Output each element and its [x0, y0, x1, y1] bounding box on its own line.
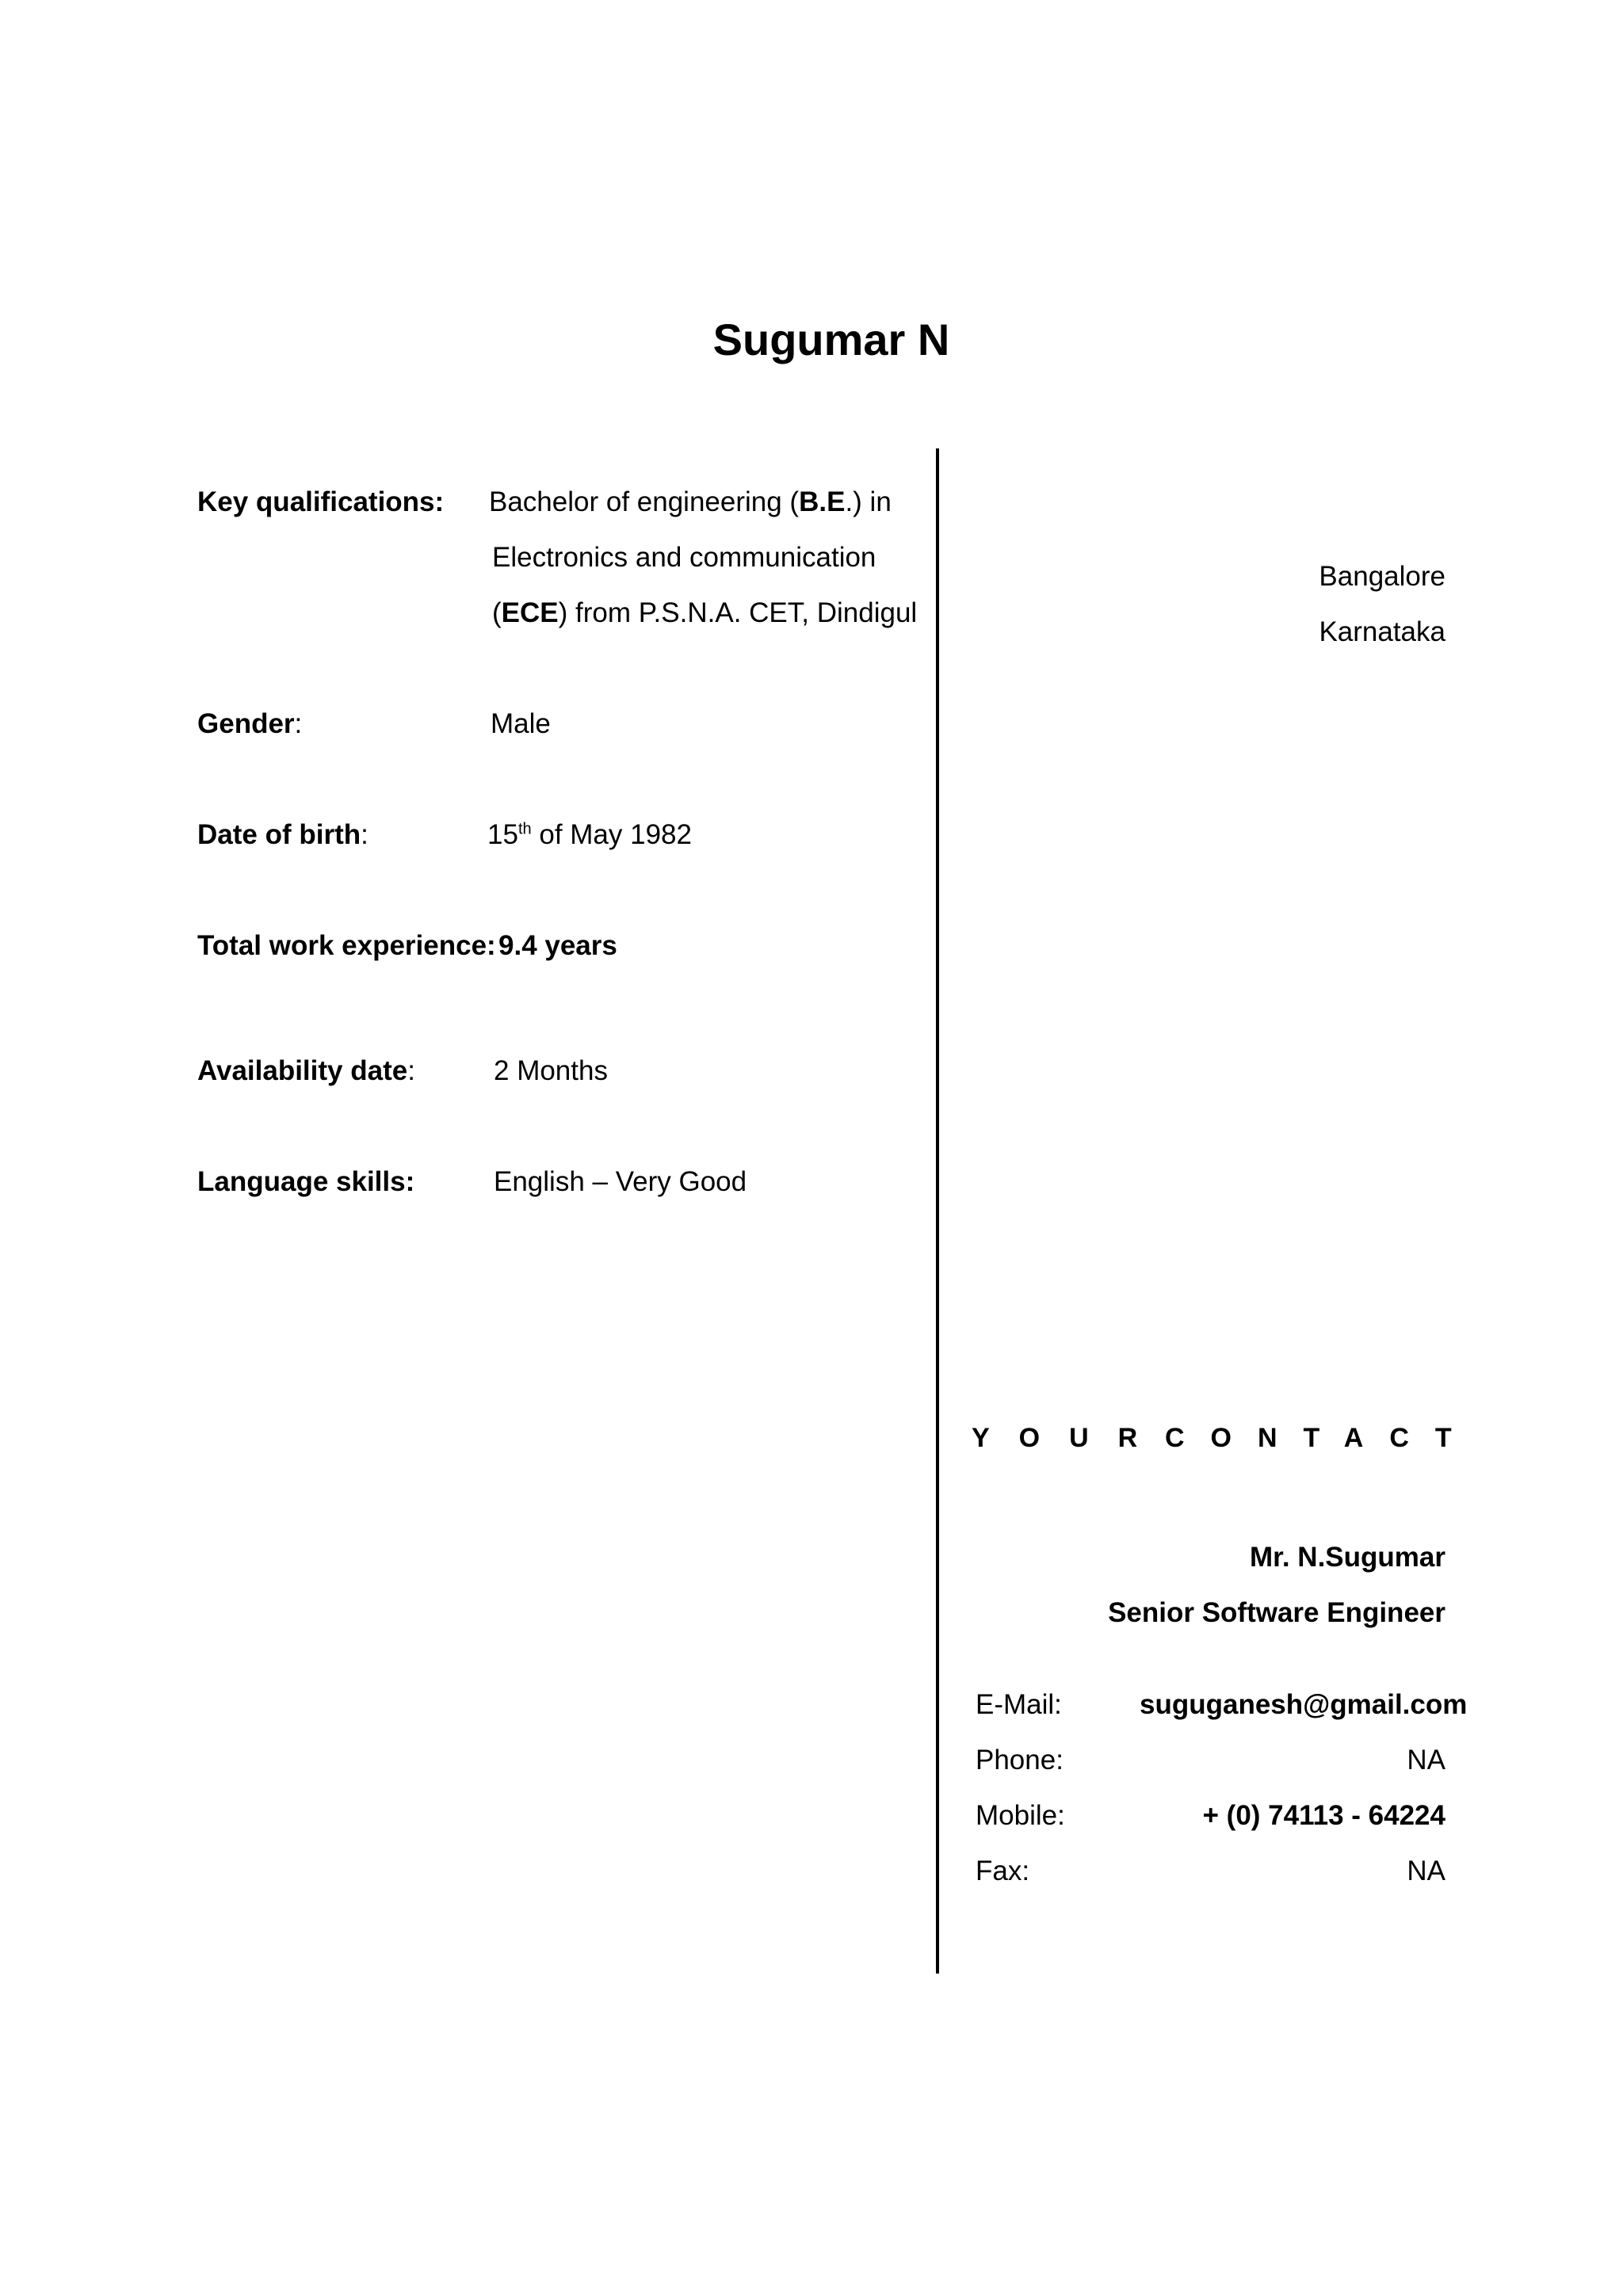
- language-label: Language skills:: [197, 1166, 415, 1197]
- gender-label: Gender:: [197, 708, 303, 739]
- key-qualifications-label: Key qualifications:: [197, 486, 445, 517]
- fax-label: Fax:: [976, 1855, 1030, 1886]
- phone-value: NA: [1407, 1745, 1445, 1775]
- location-city: Bangalore: [1319, 561, 1445, 592]
- column-divider: [936, 448, 939, 1974]
- dob-label: Date of birth:: [197, 819, 369, 850]
- contact-role: Senior Software Engineer: [1108, 1597, 1445, 1628]
- gender-value: Male: [491, 708, 551, 739]
- availability-label: Availability date:: [197, 1055, 415, 1086]
- language-value: English – Very Good: [494, 1166, 747, 1197]
- key-qualifications-line1: Bachelor of engineering (B.E.) in: [489, 486, 892, 517]
- mobile-value: + (0) 74113 - 64224: [1202, 1800, 1445, 1831]
- contact-heading-word1: YOUR: [972, 1423, 1167, 1453]
- phone-label: Phone:: [976, 1745, 1064, 1775]
- mobile-label: Mobile:: [976, 1800, 1065, 1831]
- experience-value: 9.4 years: [498, 930, 617, 961]
- dob-value: 15th of May 1982: [487, 819, 692, 850]
- experience-label: Total work experience:: [197, 930, 496, 961]
- page-title: Sugumar N: [712, 315, 950, 364]
- key-qualifications-line2: Electronics and communication: [492, 542, 876, 573]
- contact-heading-word2: CONTACT: [1165, 1423, 1478, 1453]
- email-value[interactable]: suguganesh@gmail.com: [1140, 1689, 1468, 1720]
- fax-value: NA: [1407, 1855, 1445, 1886]
- key-qualifications-line3: (ECE) from P.S.N.A. CET, Dindigul: [492, 597, 918, 628]
- email-label: E-Mail:: [976, 1689, 1062, 1720]
- contact-name: Mr. N.Sugumar: [1250, 1542, 1445, 1573]
- availability-value: 2 Months: [494, 1055, 608, 1086]
- location-state: Karnataka: [1319, 616, 1445, 647]
